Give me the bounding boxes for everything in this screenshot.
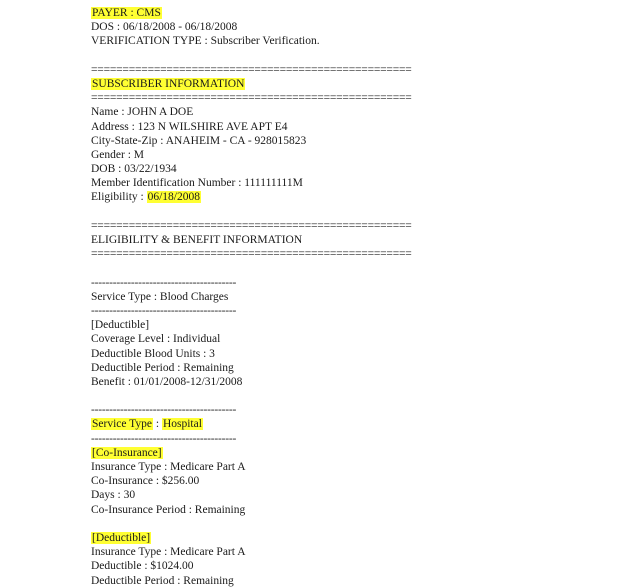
subscriber-section-title-text: SUBSCRIBER INFORMATION — [92, 77, 245, 90]
dash-rule: ---------------------------------------- — [91, 276, 237, 289]
hospital-service-type: Service Type : Hospital — [92, 418, 202, 431]
eligibility-label: Eligibility : — [91, 191, 144, 204]
blood-deductible-units: Deductible Blood Units : 3 — [91, 347, 215, 360]
eligibility-section-title: ELIGIBILITY & BENEFIT INFORMATION — [91, 234, 303, 246]
spacer — [91, 205, 611, 219]
divider-rule: =================================================== — [91, 63, 412, 76]
payer-label-text: PAYER — [92, 7, 128, 19]
dos-line: DOS : 06/18/2008 - 06/18/2008 — [91, 21, 238, 34]
spacer — [91, 261, 611, 275]
subscriber-gender: Gender : M — [91, 148, 145, 161]
hospital-days: Days : 30 — [91, 489, 136, 502]
payer-line — [91, 6, 611, 20]
spacer — [91, 389, 611, 403]
blood-deductible-period: Deductible Period : Remaining — [91, 361, 234, 374]
hospital-service-type-value: Hospital — [162, 418, 202, 431]
dash-rule: ---------------------------------------- — [91, 404, 237, 417]
subscriber-dob: DOB : 03/22/1934 — [91, 163, 177, 176]
eligibility-report — [91, 6, 611, 588]
subscriber-city-state-zip: City-State-Zip : ANAHEIM - CA - 928015823 — [91, 134, 307, 147]
hospital-deductible-header — [91, 531, 611, 545]
blood-deductible-header: [Deductible] — [91, 319, 150, 332]
subscriber-name: Name : JOHN A DOE — [91, 106, 194, 119]
subscriber-address: Address : 123 N WILSHIRE AVE APT E4 — [91, 120, 288, 133]
blood-coverage-level: Coverage Level : Individual — [91, 333, 221, 346]
divider-rule: =================================================== — [91, 92, 412, 105]
subscriber-section-title — [91, 77, 611, 91]
eligibility-value: 06/18/2008 — [147, 191, 200, 204]
hospital-deductible: Deductible : $1024.00 — [91, 560, 194, 573]
blood-benefit: Benefit : 01/01/2008-12/31/2008 — [91, 375, 243, 388]
dash-rule: ---------------------------------------- — [91, 432, 237, 445]
hospital-insurance-type-2: Insurance Type : Medicare Part A — [91, 546, 246, 559]
hospital-deductible-header-text: [Deductible] — [92, 531, 151, 544]
hospital-coinsurance-header-text: [Co-Insurance] — [92, 446, 162, 459]
dash-rule: ---------------------------------------- — [91, 304, 237, 317]
divider-rule: =================================================== — [91, 219, 412, 232]
hospital-coinsurance-header — [91, 446, 611, 460]
spacer — [91, 517, 611, 531]
hospital-coinsurance-period: Co-Insurance Period : Remaining — [91, 503, 246, 516]
spacer — [91, 49, 611, 63]
payer-value: CMS — [136, 7, 161, 19]
blood-service-type: Service Type : Blood Charges — [91, 290, 229, 303]
hospital-insurance-type: Insurance Type : Medicare Part A — [91, 461, 246, 473]
verification-type-line: VERIFICATION TYPE : Subscriber Verification. — [91, 35, 320, 48]
hospital-coinsurance: Co-Insurance : $256.00 — [91, 475, 200, 488]
hospital-deductible-period: Deductible Period : Remaining — [91, 574, 234, 587]
subscriber-member-id: Member Identification Number : 111111111M — [91, 177, 303, 190]
subscriber-eligibility — [91, 190, 611, 204]
payer-label: PAYER : CMS — [92, 7, 161, 19]
divider-rule: =================================================== — [91, 248, 412, 261]
hospital-service-type-label: Service Type — [92, 418, 152, 431]
